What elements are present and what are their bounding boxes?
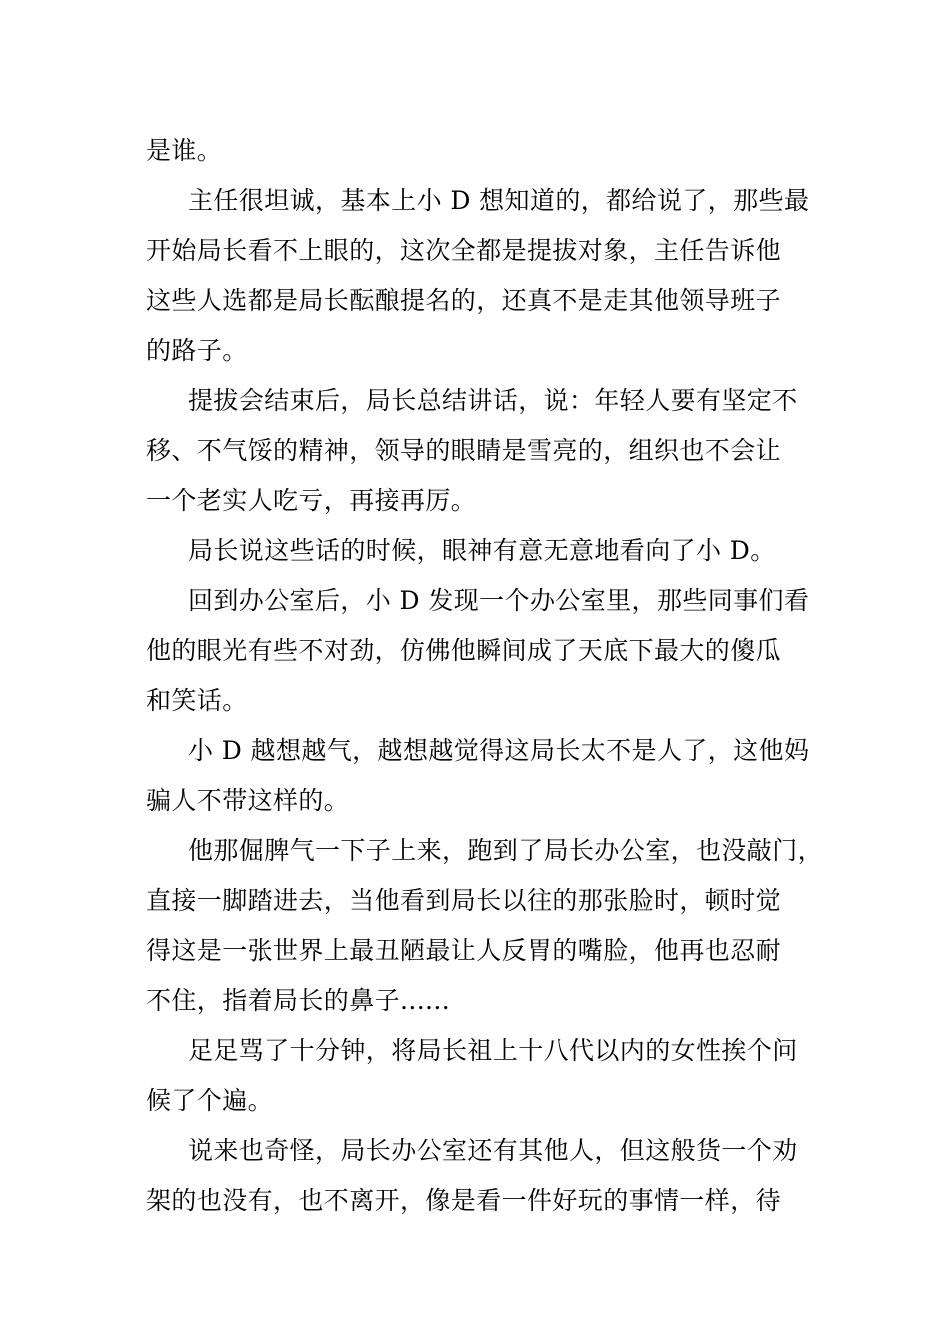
text-line: 是谁。	[146, 136, 223, 165]
text-line: 回到办公室后，小 D 发现一个办公室里，那些同事们看	[188, 586, 810, 615]
text-line: 主任很坦诚，基本上小 D 想知道的，都给说了，那些最	[188, 186, 810, 215]
text-line: 一个老实人吃亏，再接再厉。	[146, 486, 477, 515]
body-text	[146, 126, 824, 1226]
text-line: 开始局长看不上眼的，这次全都是提拔对象，主任告诉他	[146, 236, 782, 265]
text-line: 小 D 越想越气，越想越觉得这局长太不是人了，这他妈	[188, 736, 810, 765]
text-line: 的路子。	[146, 336, 248, 365]
text-line: 这些人选都是局长酝酿提名的，还真不是走其他领导班子	[146, 286, 782, 315]
text-line: 说来也奇怪，局长办公室还有其他人，但这般货一个劝	[188, 1136, 798, 1165]
text-line: 骗人不带这样的。	[146, 786, 350, 815]
text-line: 局长说这些话的时候，眼神有意无意地看向了小 D。	[188, 536, 776, 565]
text-line: 架的也没有，也不离开，像是看一件好玩的事情一样，待	[146, 1186, 782, 1215]
text-line: 移、不气馁的精神，领导的眼睛是雪亮的，组织也不会让	[146, 436, 782, 465]
text-line: 不住，指着局长的鼻子......	[146, 986, 451, 1015]
text-line: 他的眼光有些不对劲，仿佛他瞬间成了天底下最大的傻瓜	[146, 636, 782, 665]
text-line: 得这是一张世界上最丑陋最让人反胃的嘴脸，他再也忍耐	[146, 936, 782, 965]
text-line: 提拔会结束后，局长总结讲话，说：年轻人要有坚定不	[188, 386, 798, 415]
text-line: 候了个遍。	[146, 1086, 274, 1115]
text-line: 直接一脚踏进去，当他看到局长以往的那张脸时，顿时觉	[146, 886, 782, 915]
text-line: 他那倔脾气一下子上来，跑到了局长办公室，也没敲门，	[188, 836, 824, 865]
text-line: 和笑话。	[146, 686, 248, 715]
text-line: 足足骂了十分钟，将局长祖上十八代以内的女性挨个问	[188, 1036, 798, 1065]
